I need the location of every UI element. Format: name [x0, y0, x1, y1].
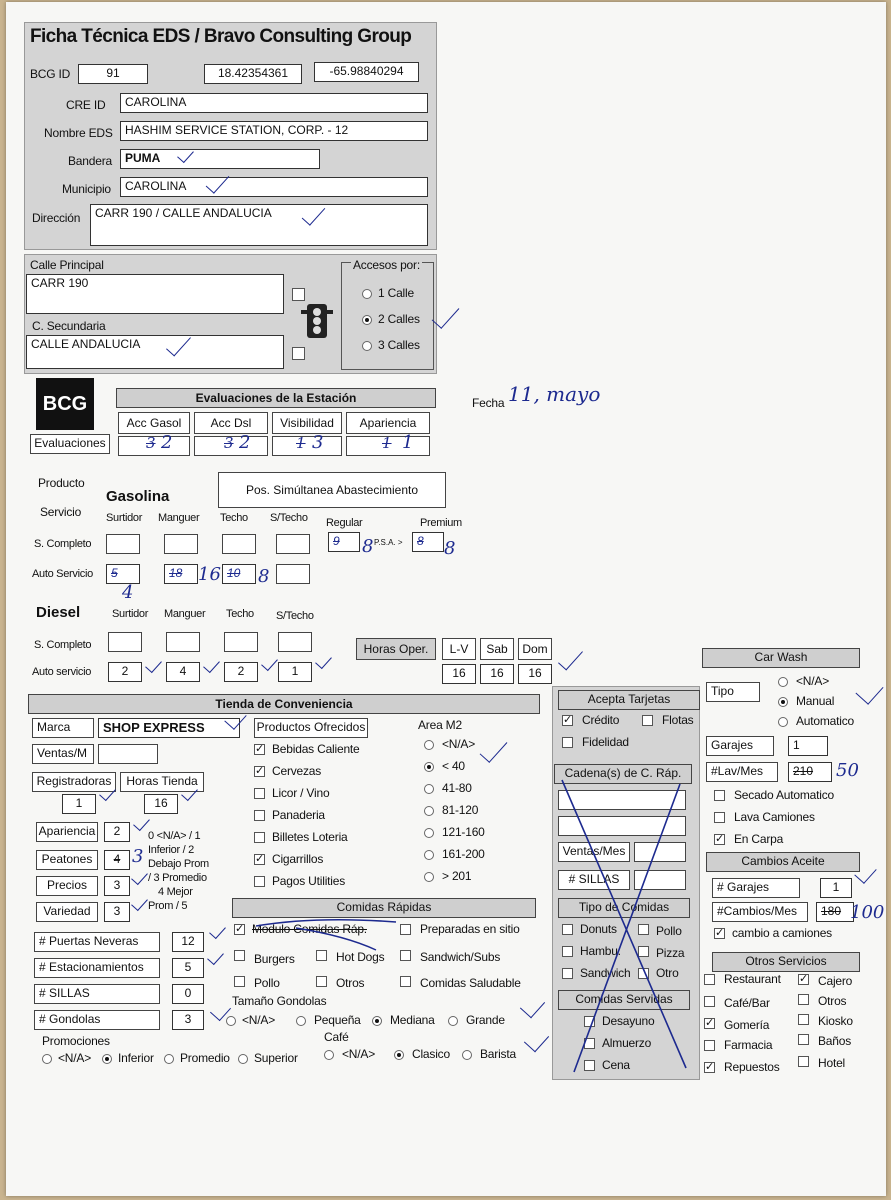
servicio-label: Servicio [40, 505, 82, 519]
tipo-pizza: Pizza [656, 946, 685, 960]
otro-checkbox-3[interactable] [704, 996, 715, 1007]
horas-col-lv: L-V [442, 638, 476, 660]
producto-loteria: Billetes Loteria [272, 830, 348, 844]
marca-field[interactable]: SHOP EXPRESS [98, 718, 240, 738]
precios-field[interactable]: 3 [104, 876, 130, 896]
area-radio-2[interactable] [424, 762, 434, 772]
check-mark [209, 922, 226, 939]
area-label: Area M2 [418, 718, 462, 732]
promo-option-4: Superior [254, 1051, 298, 1065]
tienda-sillas-label: # SILLAS [34, 984, 160, 1004]
producto-cervezas: Cervezas [272, 764, 322, 778]
marca-label: Marca [32, 718, 94, 738]
comida-preparadas: Preparadas en sitio [420, 922, 520, 936]
accesos-radio-2[interactable] [362, 315, 372, 325]
carwash-title: Car Wash [702, 648, 860, 668]
carpa-checkbox[interactable]: ✓ [715, 833, 725, 845]
gondola-radio-3[interactable] [372, 1016, 382, 1026]
gas-col-surtidor: Surtidor [106, 512, 143, 524]
promo-option-1: <N/A> [58, 1051, 92, 1065]
cafe-radio-3[interactable] [462, 1050, 472, 1060]
promo-option-2: Inferior [118, 1051, 154, 1065]
gondola-option-4: Grande [466, 1013, 505, 1027]
comida-checkbox-7[interactable] [316, 976, 327, 987]
comidas-servidas-title: Comidas Servidas [558, 990, 690, 1010]
gas-auto-techo[interactable]: 10 [222, 564, 256, 584]
carwash-option-1: <N/A> [796, 674, 830, 688]
check-mark [315, 652, 332, 669]
otro-checkbox-8[interactable] [798, 1034, 809, 1045]
check-mark [261, 654, 278, 671]
apariencia-field[interactable]: 2 [104, 822, 130, 842]
premium-field[interactable]: 8 [412, 532, 444, 552]
producto-checkbox-1[interactable]: ✓ [255, 743, 265, 755]
otro-kiosko: Kiosko [818, 1014, 853, 1028]
tipo-hambu: Hambu. [580, 944, 621, 958]
producto-label: Producto [38, 476, 85, 490]
gas-col-stecho: S/Techo [270, 512, 308, 524]
carwash-option-3: Automatico [796, 714, 855, 728]
check-mark [855, 676, 883, 704]
otro-otros: Otros [818, 994, 847, 1008]
eval-acc-gasol-struck: 3 [146, 434, 156, 452]
precios-label: Precios [36, 876, 98, 896]
horas-col-sab: Sab [480, 638, 514, 660]
bandera-label: Bandera [68, 154, 112, 168]
eval-visibilidad-value: 3 [312, 432, 324, 453]
variedad-field[interactable]: 3 [104, 902, 130, 922]
comida-burgers: Burgers [254, 952, 295, 966]
accesos-radio-1[interactable] [362, 289, 372, 299]
carwash-radio-1[interactable] [778, 677, 788, 687]
gas-completo-techo[interactable] [222, 534, 256, 554]
dsl-auto-techo[interactable]: 2 [224, 662, 258, 682]
otro-checkbox-5[interactable]: ✓ [705, 1017, 715, 1029]
peatones-ink: 3 [132, 846, 144, 867]
area-option-2: < 40 [442, 759, 465, 773]
peatones-label: Peatones [36, 850, 98, 870]
check-mark [480, 734, 508, 763]
dsl-col-stecho: S/Techo [276, 610, 314, 622]
dsl-auto-label: Auto servicio [32, 666, 92, 678]
latitude-field[interactable]: 18.42354361 [204, 64, 302, 84]
tipo-sandwich: Sandwich [580, 966, 631, 980]
promo-radio-2[interactable] [102, 1054, 112, 1064]
evaluaciones-row-label: Evaluaciones [30, 434, 110, 454]
area-option-6: 161-200 [442, 847, 485, 861]
fecha-value: 11, mayo [508, 382, 601, 406]
cafe-option-1: <N/A> [342, 1047, 376, 1061]
registradoras-label: Registradoras [32, 772, 116, 792]
tipo-donuts: Donuts [580, 922, 617, 936]
promociones-label: Promociones [42, 1034, 110, 1048]
accesos-label: Accesos por: [353, 258, 420, 272]
horas-sab-field[interactable]: 16 [480, 664, 514, 684]
gasolina-heading: Gasolina [106, 488, 170, 505]
eval-acc-dsl-value: 2 [239, 432, 251, 453]
gas-col-manguer: Manguer [158, 512, 200, 524]
peatones-field[interactable]: 4 [104, 850, 130, 870]
otro-gomeria: Gomería [724, 1018, 770, 1032]
tipo-comidas-title: Tipo de Comidas [558, 898, 690, 918]
accesos-option-2: 2 Calles [378, 312, 420, 326]
check-mark [145, 656, 162, 673]
check-mark [203, 656, 220, 673]
promo-radio-1[interactable] [42, 1054, 52, 1064]
area-option-4: 81-120 [442, 803, 479, 817]
producto-checkbox-5[interactable] [254, 832, 265, 843]
check-mark [133, 814, 150, 831]
comida-checkbox-8[interactable] [400, 976, 411, 987]
diesel-heading: Diesel [36, 604, 81, 621]
cadena-sillas-label: # SILLAS [558, 870, 630, 890]
flotas-checkbox[interactable] [642, 715, 653, 726]
bandera-field[interactable]: PUMA [120, 149, 320, 169]
municipio-label: Municipio [62, 182, 111, 196]
otro-hotel: Hotel [818, 1056, 846, 1070]
carwash-radio-3[interactable] [778, 717, 788, 727]
area-radio-5[interactable] [424, 828, 434, 838]
fecha-label: Fecha [472, 396, 505, 410]
cafe-radio-1[interactable] [324, 1050, 334, 1060]
calle-secundaria-label: C. Secundaria [32, 319, 106, 333]
dsl-completo-manguer[interactable] [166, 632, 200, 652]
gas-completo-manguer[interactable] [164, 534, 198, 554]
servida-cena: Cena [602, 1058, 630, 1072]
cafe-option-2: Clasico [412, 1047, 450, 1061]
apariencia-label: Apariencia [36, 822, 98, 842]
producto-licor: Licor / Vino [272, 786, 330, 800]
scale-text-3: Debajo Prom [148, 858, 209, 870]
lava-camiones-checkbox[interactable] [714, 812, 725, 823]
cambios-mes-field[interactable]: 180 [816, 902, 854, 922]
gondolas-label: # Gondolas [34, 1010, 160, 1030]
producto-panaderia: Panaderia [272, 808, 325, 822]
col-visibilidad: Visibilidad [272, 412, 342, 434]
carwash-option-2: Manual [796, 694, 835, 708]
productos-title: Productos Ofrecidos [254, 718, 368, 738]
ventas-field[interactable] [98, 744, 158, 764]
gas-completo-label: S. Completo [34, 538, 92, 550]
producto-utilities: Pagos Utilities [272, 874, 346, 888]
horas-oper-label: Horas Oper. [356, 638, 436, 660]
otro-checkbox-9[interactable]: ✓ [705, 1061, 715, 1073]
gas-auto-surtidor[interactable]: 5 [106, 564, 140, 584]
otro-checkbox-10[interactable] [798, 1056, 809, 1067]
servida-almuerzo: Almuerzo [602, 1036, 652, 1050]
evaluaciones-title: Evaluaciones de la Estación [116, 388, 436, 408]
cadena-title: Cadena(s) de C. Ráp. [554, 764, 692, 784]
otro-cajero: Cajero [818, 974, 853, 988]
longitude-field[interactable]: -65.98840294 [314, 62, 419, 82]
eval-visibilidad-struck: 1 [296, 434, 306, 452]
garajes-label: Garajes [706, 736, 774, 756]
dsl-completo-techo[interactable] [224, 632, 258, 652]
area-option-1: <N/A> [442, 737, 476, 751]
psa-label: P.S.A. > [374, 538, 403, 547]
accesos-option-1: 1 Calle [378, 286, 414, 300]
gondolas-field[interactable]: 3 [172, 1010, 204, 1030]
aceite-title: Cambios Aceite [706, 852, 860, 872]
gas-auto-surtidor-ink: 4 [122, 582, 134, 603]
calle-principal-checkbox[interactable] [292, 288, 305, 301]
otro-checkbox-2[interactable]: ✓ [799, 973, 809, 985]
otro-farmacia: Farmacia [724, 1038, 773, 1052]
tipo-pollo: Pollo [656, 924, 682, 938]
cadena-ventas-label: Ventas/Mes [558, 842, 630, 862]
check-mark [131, 894, 148, 911]
eval-apariencia-struck: 1 [382, 434, 392, 452]
gondola-option-1: <N/A> [242, 1013, 276, 1027]
cambios-mes-ink: 100 [850, 902, 885, 923]
regular-ink: 8 [362, 536, 374, 557]
premium-label: Premium [420, 517, 462, 529]
comida-modulo: Modulo Comidas Ráp. [252, 922, 367, 936]
gondola-radio-4[interactable] [448, 1016, 458, 1026]
comida-pollo: Pollo [254, 976, 280, 990]
accesos-option-3: 3 Calles [378, 338, 420, 352]
nombre-label: Nombre EDS [44, 126, 113, 140]
otro-banos: Baños [818, 1034, 852, 1048]
nombre-eds-field[interactable]: HASHIM SERVICE STATION, CORP. - 12 [120, 121, 428, 141]
variedad-label: Variedad [36, 902, 98, 922]
calle-principal-field[interactable]: CARR 190 [26, 274, 284, 314]
gondola-size-label: Tamaño Gondolas [232, 994, 327, 1008]
scale-text-5: 4 Mejor [158, 886, 193, 898]
gas-auto-stecho[interactable] [276, 564, 310, 584]
tienda-title: Tienda de Conveniencia [28, 694, 540, 714]
camiones-label: cambio a camiones [732, 926, 832, 940]
carwash-tipo-label: Tipo [706, 682, 760, 702]
horas-tienda-label: Horas Tienda [120, 772, 204, 792]
producto-bebidas: Bebidas Caliente [272, 742, 360, 756]
dsl-auto-surtidor[interactable]: 2 [108, 662, 142, 682]
cafe-option-3: Barista [480, 1047, 516, 1061]
accesos-radio-3[interactable] [362, 341, 372, 351]
cross-out-mark [554, 766, 694, 1076]
otro-checkbox-6[interactable] [798, 1014, 809, 1025]
comida-otros: Otros [336, 976, 365, 990]
servida-desayuno: Desayuno [602, 1014, 655, 1028]
eval-apariencia-value: 1 [402, 432, 414, 453]
traffic-light-icon [301, 304, 333, 340]
check-mark [520, 993, 545, 1019]
credito-label: Crédito [582, 713, 620, 727]
gondola-option-3: Mediana [390, 1013, 435, 1027]
comida-hotdogs: Hot Dogs [336, 950, 385, 964]
cambios-mes-label: #Cambios/Mes [712, 902, 808, 922]
dsl-completo-surtidor[interactable] [108, 632, 142, 652]
promo-radio-4[interactable] [238, 1054, 248, 1064]
registradoras-field[interactable]: 1 [62, 794, 96, 814]
premium-ink: 8 [444, 538, 456, 559]
calle-secundaria-checkbox[interactable] [292, 347, 305, 360]
cafe-radio-2[interactable] [394, 1050, 404, 1060]
col-apariencia: Apariencia [346, 412, 430, 434]
eval-acc-gasol-value: 2 [161, 432, 173, 453]
check-mark [131, 868, 148, 885]
horas-lv-field[interactable]: 16 [442, 664, 476, 684]
comida-checkbox-6[interactable] [234, 976, 245, 987]
gas-auto-manguer[interactable]: 18 [164, 564, 198, 584]
otro-checkbox-7[interactable] [704, 1040, 715, 1051]
carwash-radio-2[interactable] [778, 697, 788, 707]
regular-field[interactable]: 9 [328, 532, 360, 552]
form-sheet [6, 2, 886, 1196]
otro-checkbox-1[interactable] [704, 974, 715, 985]
strike-scribble [256, 914, 406, 954]
producto-checkbox-3[interactable] [254, 788, 265, 799]
calle-principal-label: Calle Principal [30, 258, 104, 272]
bcg-logo: BCG [36, 378, 94, 430]
lav-mes-label: #Lav/Mes [706, 762, 778, 782]
area-option-5: 121-160 [442, 825, 485, 839]
dsl-auto-manguer[interactable]: 4 [166, 662, 200, 682]
promo-option-3: Promedio [180, 1051, 230, 1065]
garajes-field[interactable]: 1 [788, 736, 828, 756]
dsl-col-techo: Techo [226, 608, 254, 620]
gas-col-techo: Techo [220, 512, 248, 524]
bcg-id-field[interactable]: 91 [78, 64, 148, 84]
lava-camiones-label: Lava Camiones [734, 810, 815, 824]
gas-completo-surtidor[interactable] [106, 534, 140, 554]
gondola-radio-2[interactable] [296, 1016, 306, 1026]
area-radio-3[interactable] [424, 784, 434, 794]
aceite-garajes-label: # Garajes [712, 878, 800, 898]
flotas-label: Flotas [662, 713, 694, 727]
tipo-otro: Otro [656, 966, 679, 980]
fidelidad-checkbox[interactable] [562, 737, 573, 748]
area-radio-4[interactable] [424, 806, 434, 816]
cafe-label: Café [324, 1030, 349, 1044]
otro-cafe: Café/Bar [724, 996, 770, 1010]
comida-checkbox-3[interactable] [234, 950, 245, 961]
check-mark [558, 645, 583, 671]
aceite-garajes-field[interactable]: 1 [820, 878, 852, 898]
comidas-title: Comidas Rápidas [232, 898, 536, 918]
horas-dom-field[interactable]: 16 [518, 664, 552, 684]
otros-title: Otros Servicios [712, 952, 860, 972]
scale-text-1: 0 <N/A> / 1 [148, 830, 201, 842]
dsl-col-manguer: Manguer [164, 608, 206, 620]
secado-checkbox[interactable] [714, 790, 725, 801]
pos-simultanea-title: Pos. Simúltanea Abastecimiento [218, 472, 446, 508]
lav-mes-ink: 50 [836, 760, 859, 781]
gas-auto-techo-ink: 8 [258, 566, 270, 587]
camiones-checkbox[interactable]: ✓ [715, 927, 725, 939]
dsl-completo-label: S. Completo [34, 639, 92, 651]
direccion-label: Dirección [32, 211, 81, 225]
bcg-id-label: BCG ID [30, 67, 71, 81]
regular-label: Regular [326, 517, 363, 529]
lav-mes-field[interactable]: 210 [788, 762, 832, 782]
producto-checkbox-4[interactable] [254, 810, 265, 821]
estacionamientos-field[interactable]: 5 [172, 958, 204, 978]
gas-auto-manguer-ink: 16 [198, 564, 221, 585]
area-option-3: 41-80 [442, 781, 472, 795]
dsl-completo-stecho[interactable] [278, 632, 312, 652]
cre-id-field[interactable]: CAROLINA [120, 93, 428, 113]
estacionamientos-label: # Estacionamientos [34, 958, 160, 978]
direccion-field[interactable]: CARR 190 / CALLE ANDALUCIA [90, 204, 428, 246]
credito-checkbox[interactable]: ✓ [563, 714, 573, 726]
form-title: Ficha Técnica EDS / Bravo Consulting Group [30, 26, 412, 47]
dsl-auto-stecho[interactable]: 1 [278, 662, 312, 682]
area-radio-6[interactable] [424, 850, 434, 860]
producto-checkbox-2[interactable]: ✓ [255, 765, 265, 777]
otro-checkbox-4[interactable] [798, 994, 809, 1005]
check-mark [207, 948, 224, 965]
gondola-option-2: Pequeña [314, 1013, 361, 1027]
gondola-radio-1[interactable] [226, 1016, 236, 1026]
carpa-label: En Carpa [734, 832, 784, 846]
gas-completo-stecho[interactable] [276, 534, 310, 554]
calle-secundaria-field[interactable]: CALLE ANDALUCIA [26, 335, 284, 369]
tienda-sillas-field[interactable]: 0 [172, 984, 204, 1004]
fidelidad-label: Fidelidad [582, 735, 629, 749]
otro-repuestos: Repuestos [724, 1060, 780, 1074]
dsl-col-surtidor: Surtidor [112, 608, 149, 620]
horas-col-dom: Dom [518, 638, 552, 660]
eval-visibilidad-box[interactable] [272, 436, 342, 456]
comida-sandwich: Sandwich/Subs [420, 950, 501, 964]
area-radio-7[interactable] [424, 872, 434, 882]
secado-label: Secado Automatico [734, 788, 835, 802]
ventas-label: Ventas/M [32, 744, 94, 764]
area-option-7: > 201 [442, 869, 472, 883]
municipio-field[interactable]: CAROLINA [120, 177, 428, 197]
puertas-label: # Puertas Neveras [34, 932, 160, 952]
promo-radio-3[interactable] [164, 1054, 174, 1064]
producto-checkbox-7[interactable] [254, 876, 265, 887]
cre-label: CRE ID [66, 98, 106, 112]
gas-auto-label: Auto Servicio [32, 568, 93, 580]
check-mark [524, 1027, 549, 1053]
scale-text-2: Inferior / 2 [148, 844, 194, 856]
col-acc-gasol: Acc Gasol [118, 412, 190, 434]
area-radio-1[interactable] [424, 740, 434, 750]
col-acc-dsl: Acc Dsl [194, 412, 268, 434]
scale-text-4: / 3 Promedio [148, 872, 207, 884]
tarjetas-title: Acepta Tarjetas [558, 690, 700, 710]
otro-restaurant: Restaurant [724, 972, 781, 986]
eval-acc-dsl-struck: 3 [224, 434, 234, 452]
producto-cigarrillos: Cigarrillos [272, 852, 324, 866]
comida-saludable: Comidas Saludable [420, 976, 521, 990]
puertas-field[interactable]: 12 [172, 932, 204, 952]
comida-checkbox-1[interactable]: ✓ [235, 923, 245, 935]
producto-checkbox-6[interactable]: ✓ [255, 853, 265, 865]
horas-tienda-field[interactable]: 16 [144, 794, 178, 814]
scale-text-6: Prom / 5 [148, 900, 188, 912]
